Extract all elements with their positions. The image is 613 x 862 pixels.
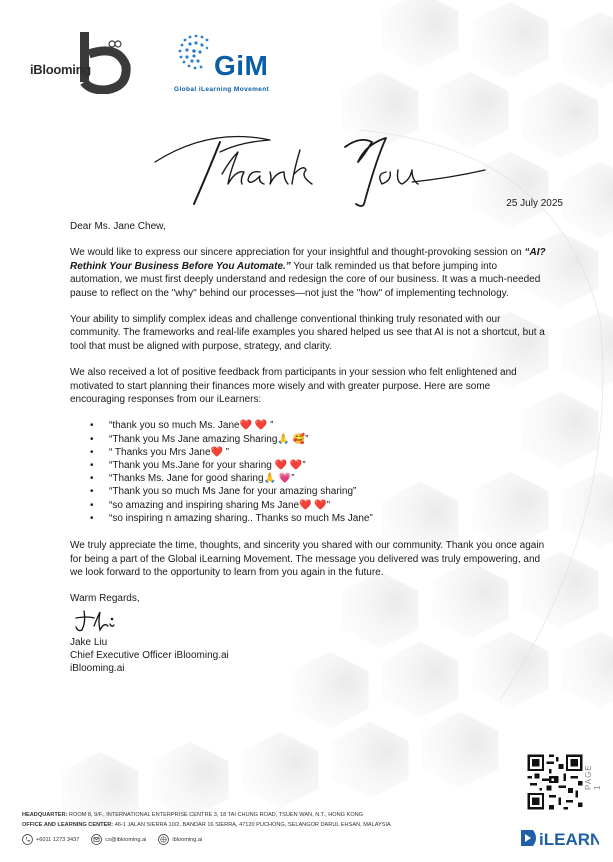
headquarter-address: [22, 810, 492, 820]
page-number: PAGE 1: [584, 764, 602, 790]
list-item: • “so inspiring n amazing sharing.. Thanks so much Ms Jane”: [90, 512, 548, 525]
list-item: • “Thank you so much Ms Jane for your amazing sharing”: [90, 485, 548, 498]
ilearn-wordmark: iLEARN: [539, 830, 599, 849]
headquarter-label: HEADQUARTER:: [22, 812, 68, 818]
paragraph-1: [70, 246, 548, 300]
list-item: • “ Thanks you Mrs Jane❤️ ”: [90, 446, 548, 459]
email-address: cs@iblooming.ai: [105, 836, 147, 843]
paragraph-4: We truly appreciate the time, thoughts, and sincerity you shared with our community. Thank you once again for being a part of the Global iLearning Movement. The message you delivered was truly empowering, and we look forward to the opportunity to learn from you again in the future.: [70, 540, 545, 578]
signer-name: Jake Liu: [70, 636, 108, 648]
signer-title: Chief Executive Officer iBlooming.ai: [70, 649, 229, 661]
list-item: • “Thank you Ms Jane amazing Sharing🙏 🥰”: [90, 433, 548, 446]
list-item: • “Thanks Ms. Jane for good sharing🙏 💗”: [90, 472, 548, 485]
session-title: “AI? Rethink Your Business Before You Automate.”: [70, 247, 546, 272]
closing: Warm Regards,: [70, 593, 140, 605]
gim-logo: [172, 30, 292, 100]
globe-icon: [158, 834, 169, 845]
office-address: [22, 820, 492, 830]
office-address-text: 46-1 JALAN SIERRA 10/2, BANDAR 16 SIERRA, 47120 PUCHONG, SELANGOR DARUL EHSAN, MALAYSIA: [113, 822, 391, 828]
contact-row: [22, 834, 492, 845]
handwritten-signature: [74, 608, 134, 634]
list-item: • “thank you so much Ms. Jane❤️ ❤️ ”: [90, 419, 548, 432]
paragraph-2: Your ability to simplify complex ideas and challenge conventional thinking truly resonated with our community. The frameworks and real-life examples you shared helped us see that AI is not a shortcut, but a tool that must be aligned with purpose, strategy, and clarity.: [70, 314, 545, 352]
website-contact: [158, 834, 202, 845]
signature-block: [70, 592, 548, 675]
paragraph-1-rest: Your talk reminded us that before jumping into automation, we must first deeply understand and redesign the core of our business. It was a much-needed pause to reflect on the "why" behind our processes—not just the "how" of implementing technology.: [70, 260, 541, 299]
iblooming-logo: [30, 30, 135, 96]
salutation: Dear Ms. Jane Chew,: [70, 221, 166, 232]
dotted-globe-icon: [176, 32, 216, 72]
headquarter-address-text: ROOM 8, 9/F., INTERNATIONAL ENTERPRISE CENTRE 3, 18 TAI CHUNG ROAD, TSUEN WAN, N.T., HONG KONG: [67, 812, 364, 818]
iblooming-wordmark: iBlooming: [30, 62, 91, 77]
website-url: iblooming.ai: [172, 836, 203, 843]
office-label: OFFICE AND LEARNING CENTER:: [22, 822, 114, 828]
paragraph-1-intro: We would like to express our sincere appreciation for your insightful and thought-provoking session on: [70, 247, 525, 259]
list-item: • “so amazing and inspiring sharing Ms Jane❤️ ❤️”: [90, 499, 548, 512]
phone-icon: [22, 834, 33, 845]
phone-number: +6011 1273 3437: [36, 836, 80, 843]
list-item: • “Thank you Ms.Jane for your sharing ❤️ ❤️”: [90, 459, 548, 472]
paragraph-3: We also received a lot of positive feedback from participants in your session who felt enlightened and motivated to start planning their finances more wisely and with greater purpose. Here are some encouraging responses from our iLearners:: [70, 367, 517, 406]
signer-organization: iBlooming.ai: [70, 662, 125, 674]
qr-code: [525, 752, 585, 812]
letter-date: 25 July 2025: [506, 198, 563, 209]
ilearn-logo: [519, 826, 599, 850]
feedback-quotes-list: [90, 419, 548, 525]
letter-body: [70, 220, 548, 675]
footer: [22, 810, 492, 845]
phone-contact: [22, 834, 79, 845]
gim-tagline: Global iLearning Movement: [174, 86, 270, 93]
email-contact: [91, 834, 146, 845]
envelope-icon: [91, 834, 102, 845]
thank-you-headline: [150, 112, 490, 212]
gim-wordmark: GiM: [214, 50, 269, 81]
ilearn-logo-mark: [519, 826, 599, 850]
